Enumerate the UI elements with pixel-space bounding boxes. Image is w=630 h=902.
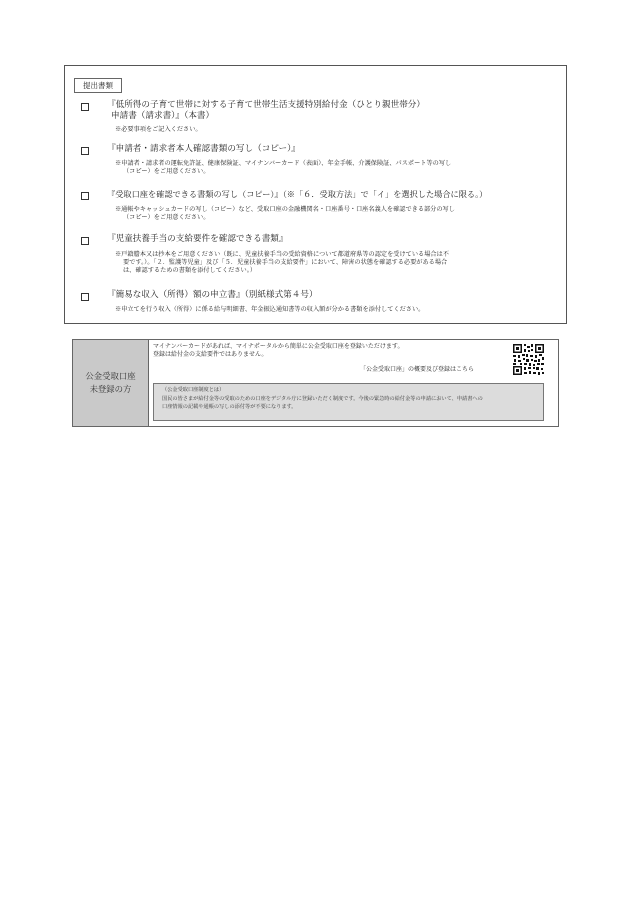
item-note: ※申請者・請求者の運転免許証、健康保険証、マイナンバーカード（表面）、年金手帳、介護保険証、パスポート等の写し [115,160,452,167]
item-title: 『申請者・請求者本人確認書類の写し（コピー）』 [107,144,301,154]
system-title: （公金受取口座制度とは） [162,387,225,393]
item-title: 『低所得の子育て世帯に対する子育て世帯生活支援特別給付金（ひとり親世帯分） [107,100,425,110]
qr-code-icon[interactable] [512,343,545,376]
submission-tag: 提出書類 [74,78,122,93]
checkbox[interactable] [81,192,89,200]
item-title-line2: 申請書（請求書）』（本書） [111,111,215,121]
item-note-line3: は、確認するための書類を添付してください。） [123,267,257,274]
public-account-label-line2: 未登録の方 [89,384,132,394]
checkbox[interactable] [81,237,89,245]
public-account-box [72,339,559,427]
public-account-link[interactable]: 「公金受取口座」の概要及び登録はこちら [360,366,475,373]
checkbox[interactable] [81,103,89,111]
item-title: 『受取口座を確認できる書類の写し（コピー）』（※「６．受取方法」で「イ」を選択した場合に限る。） [107,189,488,199]
item-note: ※通帳やキャッシュカードの写し（コピー）など、受取口座の金融機関名・口座番号・口座名義人を確認できる部分の写し [115,206,455,213]
submission-documents-box [64,65,567,324]
public-account-text-line1: マイナンバーカードがあれば、マイナポータルから簡単に公金受取口座を登録いただけます。 [153,343,404,350]
system-text-line2: 口座情報の記載や通帳の写しの添付等が不要になります。 [162,404,297,410]
item-note: ※申立てを行う収入（所得）に係る給与明細書、年金振込通知書等の収入額が分かる書類を添付してください。 [115,306,425,313]
item-note: ※必要事項をご記入ください。 [115,126,202,133]
public-account-text-line2: 登録は給付金の支給要件ではありません。 [153,351,268,358]
item-note-line2: （コピー）をご用意ください。 [123,168,210,175]
item-note: ※戸籍謄本又は抄本をご用意ください（既に、児童扶養手当の受給資格について都道府県等の認定を受けている場合は不 [115,251,449,258]
system-text-line1: 国民の皆さまが給付金等の受取のための口座をデジタル庁に登録いただく制度です。今後の緊急時の給付金等の申請において、申請書への [162,396,483,402]
item-note-line2: 要です。）。「２．監護等児童」及び「５．児童扶養手当の支給要件」において、障害の状態を確認する必要がある場合 [123,259,448,266]
public-account-system-box [153,383,544,421]
public-account-label [73,340,149,426]
item-title: 『児童扶養手当の支給要件を確認できる書類』 [107,234,288,244]
checkbox[interactable] [81,147,89,155]
public-account-label-line1: 公金受取口座 [85,371,136,381]
item-title: 『簡易な収入（所得）額の申立書』（別紙様式第４号） [107,290,318,300]
checkbox[interactable] [81,293,89,301]
item-note-line2: （コピー）をご用意ください。 [123,214,210,221]
